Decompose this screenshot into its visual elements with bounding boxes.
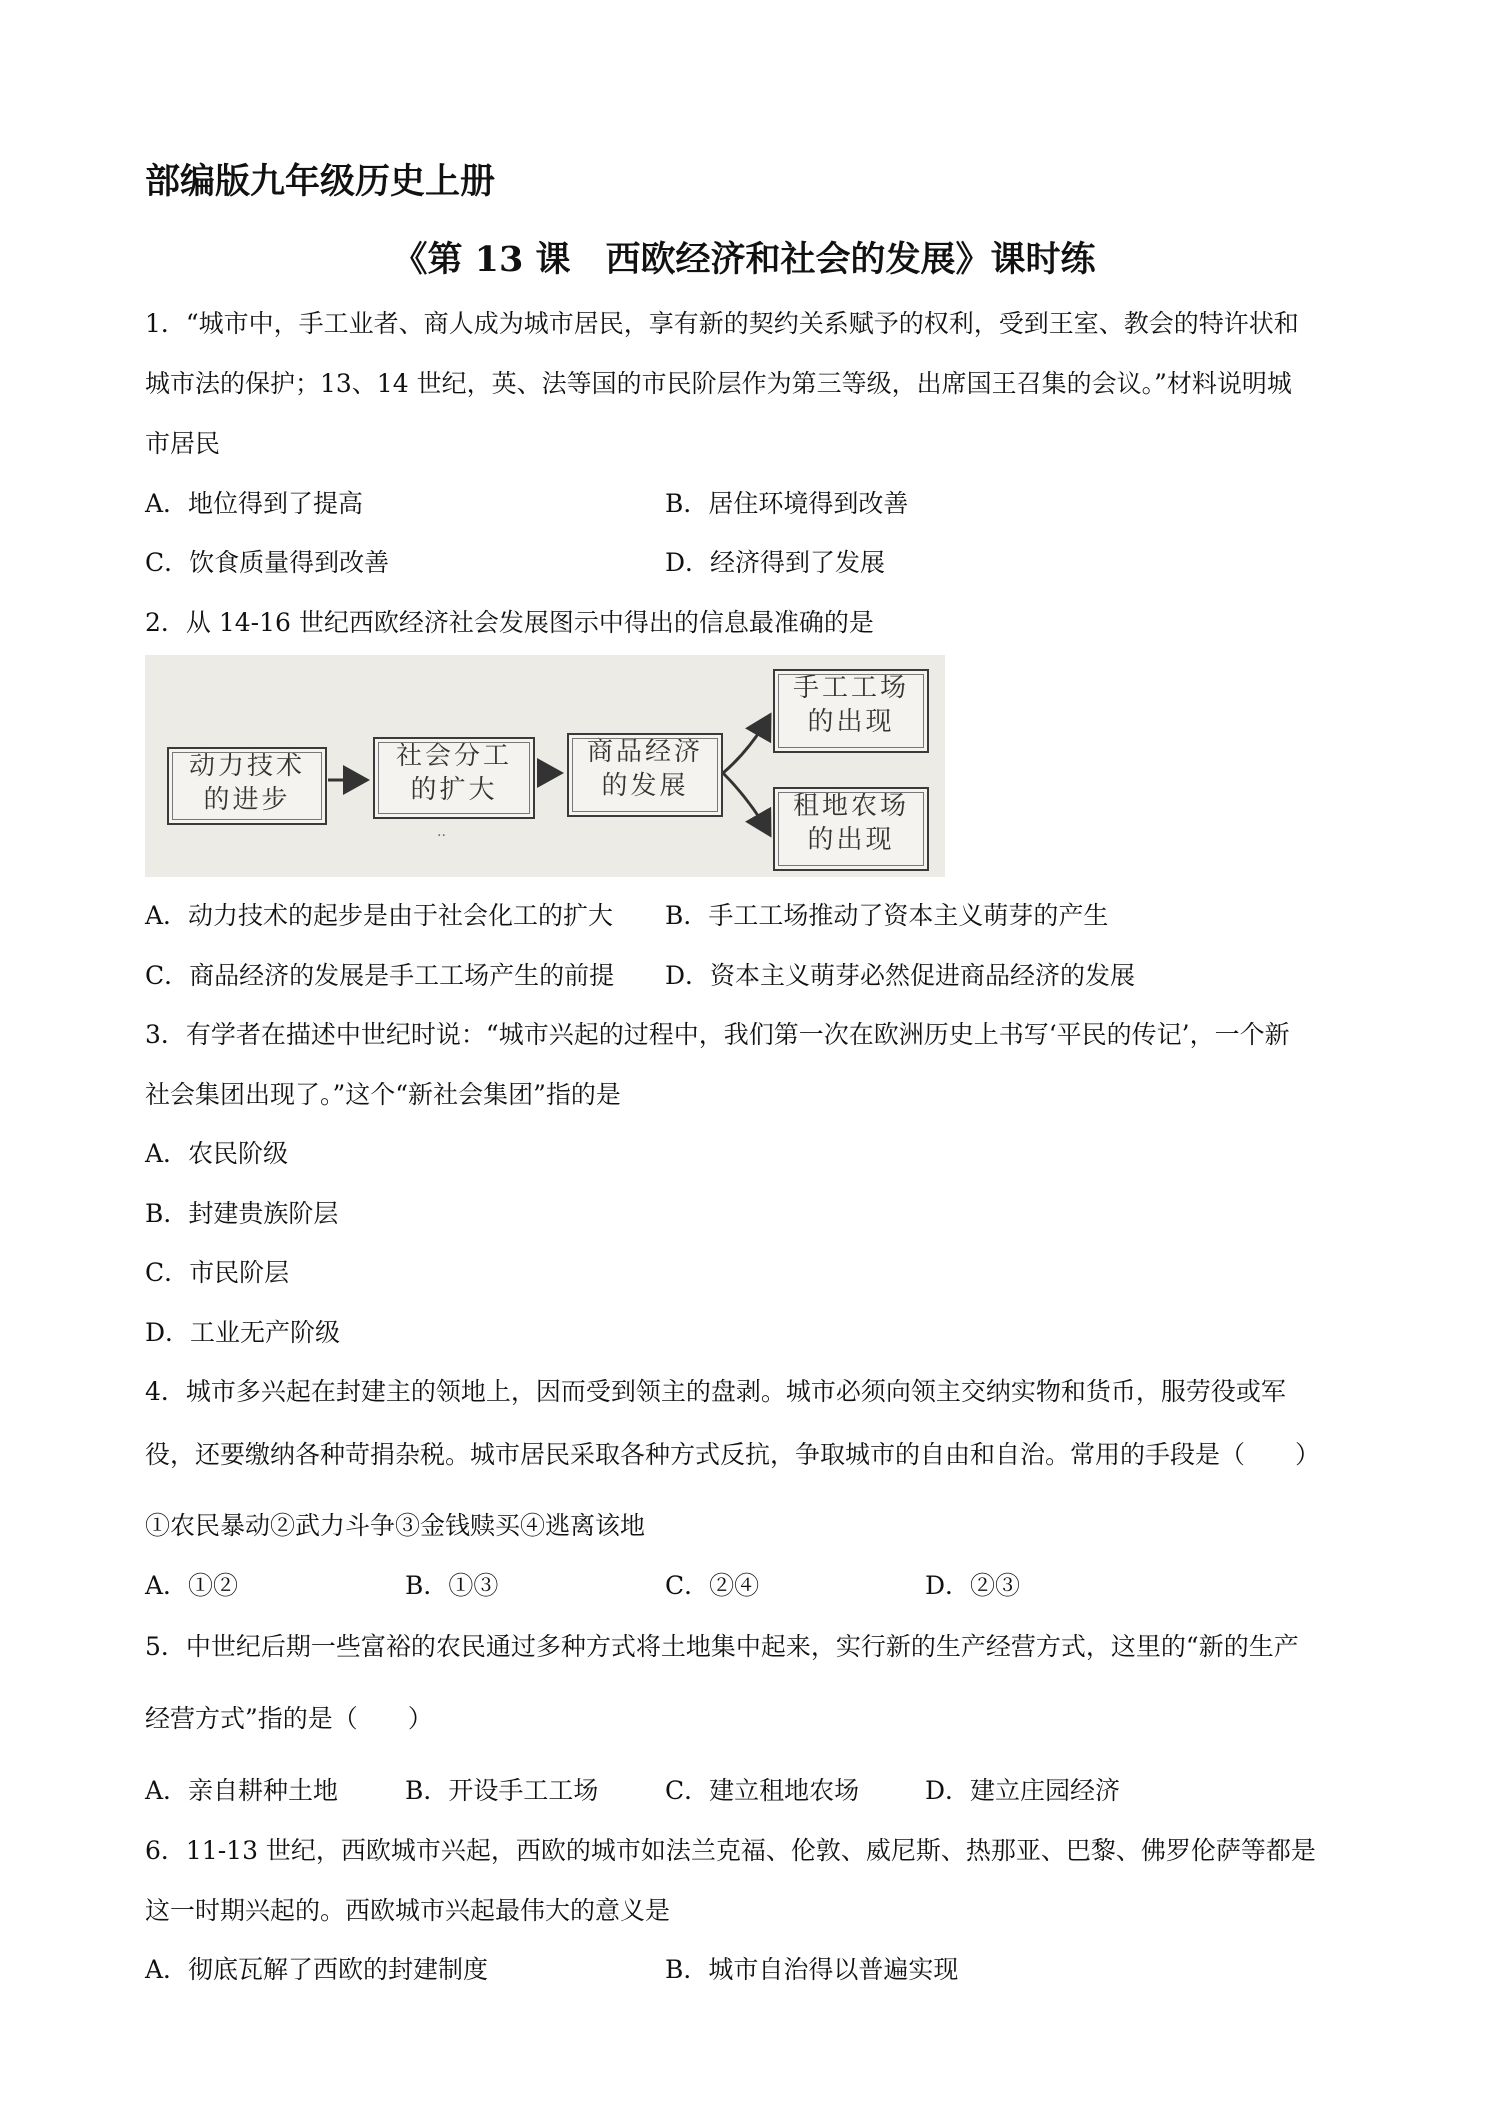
box-workshop-line-1: 手工工场 [792,673,909,703]
q3-stem-line-2: 社会集团出现了。”这个“新社会集团”指的是 [145,1080,621,1109]
q1-option-c: C．饮食质量得到改善 [145,548,390,577]
flow-diagram [145,655,945,877]
box-farm-line-1: 租地农场 [792,791,909,821]
q6-option-b: B．城市自治得以普遍实现 [665,1955,959,1984]
q5-stem-line-1: 5．中世纪后期一些富裕的农民通过多种方式将土地集中起来，实行新的生产经营方式，这里的“新的生产 [145,1632,1299,1661]
q4-option-b: B．①③ [405,1571,499,1600]
q5-option-d: D．建立庄园经济 [925,1776,1121,1805]
box-division-line-1: 社会分工 [395,741,512,771]
q2-option-c: C．商品经济的发展是手工工场产生的前提 [145,961,615,990]
q1-option-d: D．经济得到了发展 [665,548,886,577]
q4-option-d: D．②③ [925,1571,1021,1600]
box-workshop-line-2: 的出现 [807,707,895,737]
q5-stem-line-2: 经营方式”指的是（ ） [145,1704,433,1733]
box-division-of-labor [373,737,535,819]
q1-option-b: B．居住环境得到改善 [665,489,909,518]
box-leased-farm [773,787,929,871]
q5-option-c: C．建立租地农场 [665,1776,860,1805]
lesson-title: 《第 13 课 西欧经济和社会的发展》课时练 [392,239,1096,280]
q2-option-b: B．手工工场推动了资本主义萌芽的产生 [665,901,1109,930]
q3-option-a: A．农民阶级 [145,1139,289,1168]
q4-option-a: A．①② [145,1571,239,1600]
q4-stem-line-1: 4．城市多兴起在封建主的领地上，因而受到领主的盘剥。城市必须向领主交纳实物和货币，服劳役或军 [145,1377,1286,1406]
box-power-tech-line-2: 的进步 [203,785,291,815]
q3-option-b: B．封建贵族阶层 [145,1199,339,1228]
q4-stem-line-2: 役，还要缴纳各种苛捐杂税。城市居民采取各种方式反抗，争取城市的自由和自治。常用的手段是（ ） [145,1440,1321,1469]
q6-stem-line-1: 6．11-13 世纪，西欧城市兴起，西欧的城市如法兰克福、伦敦、威尼斯、热那亚、巴黎、佛罗伦萨等都是 [145,1836,1316,1865]
box-commodity-economy [567,733,723,817]
document-title: 部编版九年级历史上册 [145,161,496,202]
q1-stem-line-1: 1．“城市中，手工业者、商人成为城市居民，享有新的契约关系赋予的权利，受到王室、教会的特许状和 [145,309,1299,338]
q5-option-b: B．开设手工工场 [405,1776,599,1805]
q6-option-a: A．彻底瓦解了西欧的封建制度 [145,1955,489,1984]
q1-option-a: A．地位得到了提高 [145,489,364,518]
box-commodity-line-2: 的发展 [601,771,689,801]
q3-option-c: C．市民阶层 [145,1258,290,1287]
q3-option-d: D．工业无产阶级 [145,1318,341,1347]
box-division-line-2: 的扩大 [410,775,498,805]
q2-option-d: D．资本主义萌芽必然促进商品经济的发展 [665,961,1136,990]
q2-option-a: A．动力技术的起步是由于社会化工的扩大 [145,901,614,930]
box-power-tech [167,747,327,825]
box-farm-line-2: 的出现 [807,825,895,855]
box-commodity-line-1: 商品经济 [586,737,703,767]
q6-stem-line-2: 这一时期兴起的。西欧城市兴起最伟大的意义是 [145,1896,671,1925]
q4-stem-line-3: ①农民暴动②武力斗争③金钱赎买④逃离该地 [145,1511,646,1540]
q2-stem: 2．从 14-16 世纪西欧经济社会发展图示中得出的信息最准确的是 [145,608,874,637]
q5-option-a: A．亲自耕种土地 [145,1776,339,1805]
svg-text:··: ·· [437,828,446,844]
q4-option-c: C．②④ [665,1571,760,1600]
box-power-tech-line-1: 动力技术 [188,751,305,781]
q1-stem-line-3: 市居民 [145,429,221,458]
q3-stem-line-1: 3．有学者在描述中世纪时说：“城市兴起的过程中，我们第一次在欧洲历史上书写‘平民的传记’，一个新 [145,1020,1290,1049]
q1-stem-line-2: 城市法的保护；13、14 世纪，英、法等国的市民阶层作为第三等级，出席国王召集的会议。”材料说明城 [145,369,1292,398]
box-workshop [773,669,929,753]
